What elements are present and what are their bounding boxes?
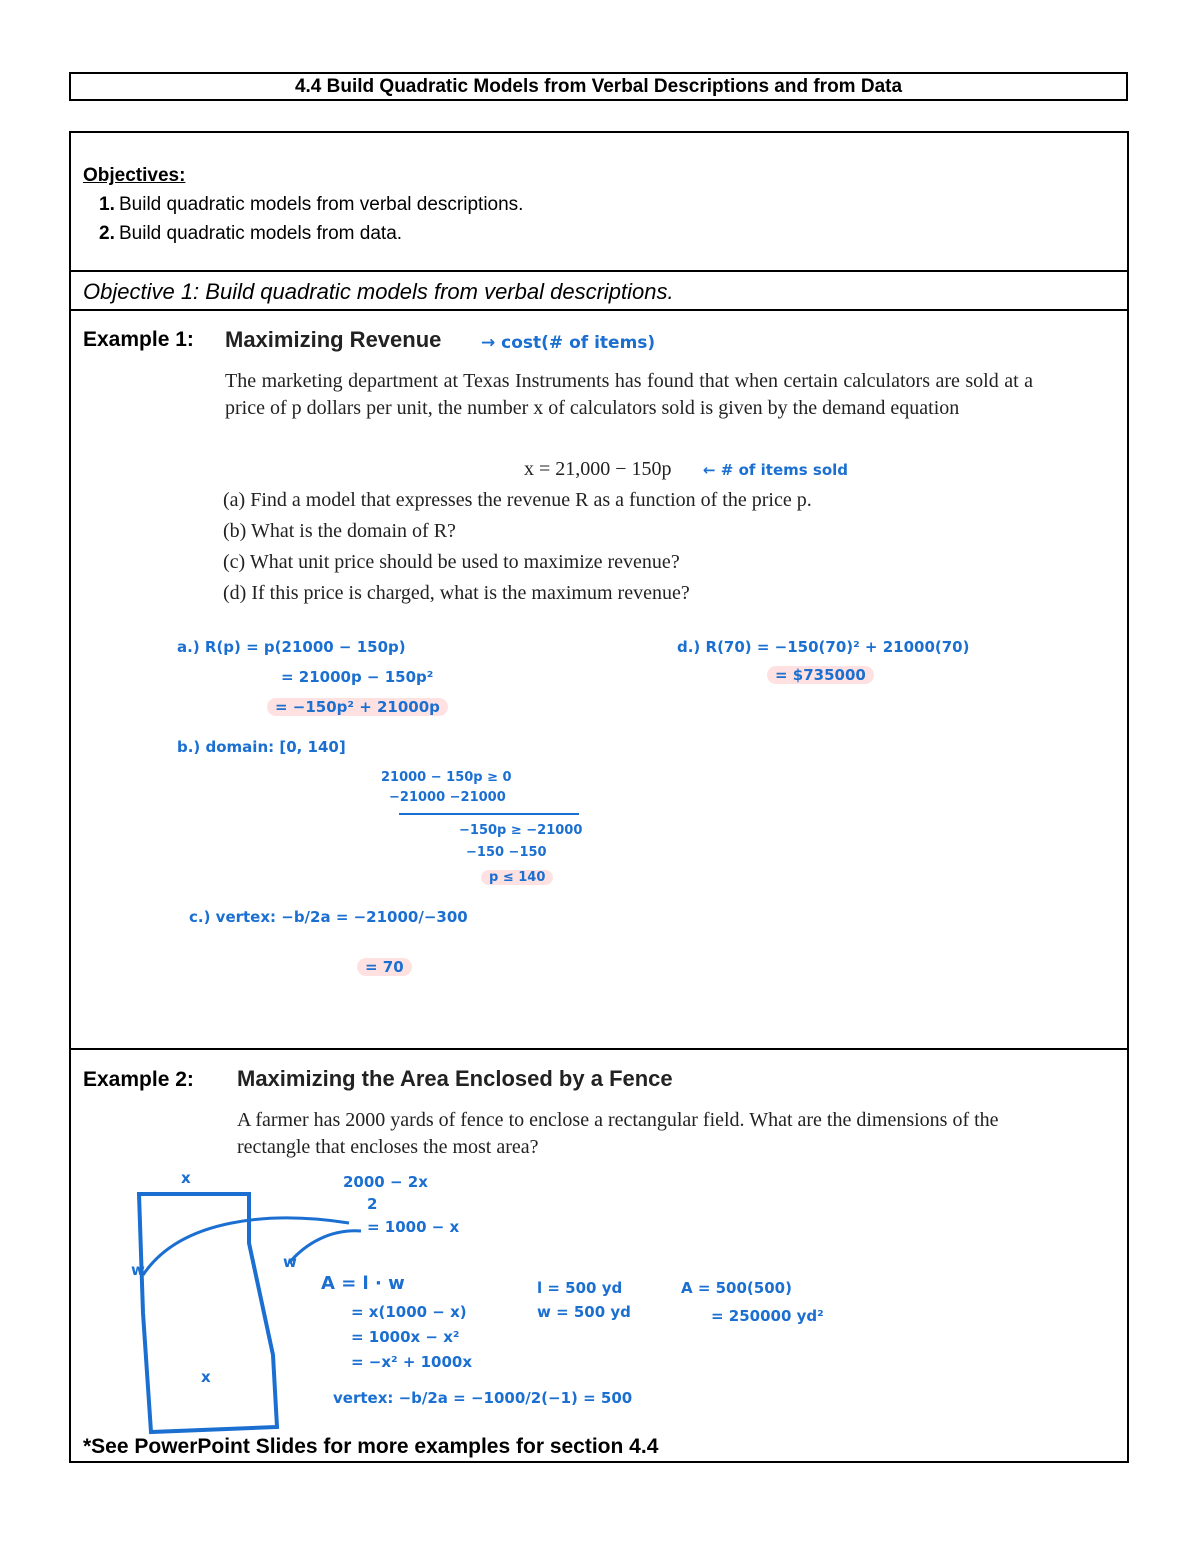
objective-number: 2. xyxy=(99,223,115,244)
objective1-title: Objective 1: Build quadratic models from verbal descriptions. xyxy=(83,279,674,304)
example1-heading: Maximizing Revenue xyxy=(225,327,442,352)
content-table xyxy=(69,131,1129,1463)
handwritten-note: w = 500 yd xyxy=(537,1303,631,1321)
handwritten-note: −150p ≥ −21000 xyxy=(459,823,583,838)
question-part: (a) Find a model that expresses the revenue R as a function of the price p. xyxy=(223,489,812,511)
handwritten-note: w xyxy=(283,1253,297,1271)
question-part: (b) What is the domain of R? xyxy=(223,520,456,542)
handwritten-note: 2000 − 2x xyxy=(343,1173,428,1191)
handwritten-note: = 1000 − x xyxy=(367,1218,460,1236)
question-part: (d) If this price is charged, what is the maximum revenue? xyxy=(223,582,690,604)
handwritten-note: = 21000p − 150p² xyxy=(281,668,434,686)
handwritten-note: = 1000x − x² xyxy=(351,1328,460,1346)
handwritten-note: a.) R(p) = p(21000 − 150p) xyxy=(177,638,406,656)
handwritten-note: A = l · w xyxy=(321,1273,405,1294)
handwritten-note: 21000 − 150p ≥ 0 xyxy=(381,770,512,785)
handwritten-note: w xyxy=(131,1261,145,1279)
example1-paragraph: The marketing department at Texas Instruments has found that when certain calculators are sold at a price of p dollars per unit, the number x of calculators sold is given by the demand equation xyxy=(225,370,1033,419)
handwritten-note: A = 500(500) xyxy=(681,1279,792,1297)
handwritten-note: b.) domain: [0, 140] xyxy=(177,738,346,756)
question-part: (c) What unit price should be used to maximize revenue? xyxy=(223,551,680,573)
demand-equation: x = 21,000 − 150p xyxy=(524,458,672,480)
handwritten-note: c.) vertex: −b/2a = −21000/−300 xyxy=(189,908,468,926)
handwritten-note: −150 −150 xyxy=(466,845,547,860)
objective-text: Build quadratic models from verbal descriptions. xyxy=(119,194,524,215)
handwritten-note: = x(1000 − x) xyxy=(351,1303,467,1321)
page-title: 4.4 Build Quadratic Models from Verbal Descriptions and from Data xyxy=(69,72,1128,101)
handwritten-note: d.) R(70) = −150(70)² + 21000(70) xyxy=(677,638,970,656)
objectives-heading: Objectives: xyxy=(83,165,186,186)
handwritten-note: → cost(# of items) xyxy=(481,333,656,353)
handwritten-note: ← # of items sold xyxy=(703,461,849,479)
example2-label: Example 2: xyxy=(83,1068,194,1091)
handwritten-note: −21000 −21000 xyxy=(389,790,506,805)
objective-text: Build quadratic models from data. xyxy=(119,223,403,244)
highlighted-answer: = $735000 xyxy=(767,666,874,684)
example1-label: Example 1: xyxy=(83,328,194,351)
footer-note: *See PowerPoint Slides for more examples for section 4.4 xyxy=(83,1435,659,1458)
highlighted-answer: = 70 xyxy=(357,958,412,976)
objective-number: 1. xyxy=(99,194,115,215)
handwritten-note: = −x² + 1000x xyxy=(351,1353,473,1371)
highlighted-answer: p ≤ 140 xyxy=(481,870,553,885)
handwritten-note: l = 500 yd xyxy=(537,1279,623,1297)
curve-arrow xyxy=(289,1231,361,1263)
handwritten-note: x xyxy=(201,1368,211,1386)
highlighted-answer: = −150p² + 21000p xyxy=(267,698,448,716)
handwritten-note: vertex: −b/2a = −1000/2(−1) = 500 xyxy=(333,1389,633,1407)
example2-heading: Maximizing the Area Enclosed by a Fence xyxy=(237,1066,673,1091)
handwritten-note: x xyxy=(181,1169,191,1187)
handwritten-note: 2 xyxy=(367,1195,378,1213)
handwritten-note: = 250000 yd² xyxy=(711,1307,824,1325)
fence-sketch xyxy=(71,133,1127,1461)
curve-arrow xyxy=(143,1218,349,1275)
example2-paragraph: A farmer has 2000 yards of fence to enclose a rectangular field. What are the dimensions of the rectangle that encloses the most area? xyxy=(237,1109,999,1158)
